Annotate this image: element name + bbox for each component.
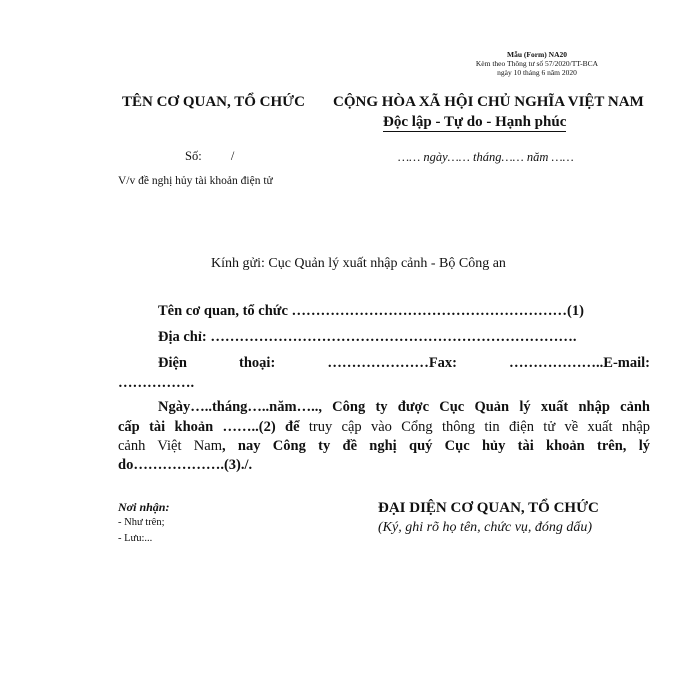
paragraph-line-3 — [118, 438, 650, 455]
addressee: Kính gửi: Cục Quản lý xuất nhập cảnh - Bộ Công an — [211, 256, 506, 271]
date-line: …… ngày…… tháng…… năm …… — [398, 150, 574, 164]
number-slash: / — [230, 149, 235, 163]
field-phone-row — [158, 355, 650, 372]
document-number — [185, 149, 234, 164]
motto — [383, 114, 566, 131]
recipient-item-2: - Lưu:... — [118, 533, 153, 544]
phone-fax-dots: …………………Fax: — [327, 355, 457, 371]
paragraph-line-4: do……………….(3)./. — [118, 457, 253, 473]
signature-note: (Ký, ghi rõ họ tên, chức vụ, đóng dấu) — [378, 520, 593, 535]
country-name: CỘNG HÒA XÃ HỘI CHỦ NGHĨA VIỆT NAM — [333, 94, 644, 110]
paragraph-line-2 — [118, 419, 650, 436]
fax-email-dots: ………………..E-mail: — [509, 355, 650, 371]
form-note — [462, 50, 612, 77]
phone-label-2: thoại: — [239, 355, 276, 371]
motto-text: Độc lập - Tự do - Hạnh phúc — [383, 114, 567, 130]
paragraph-line-3-normal: cảnh Việt Nam — [118, 438, 222, 454]
form-circular: Kèm theo Thông tư số 57/2020/TT-BCA — [475, 59, 599, 68]
phone-label: Điện — [158, 355, 187, 371]
subject-line: V/v đề nghị hủy tài khoản điện tử — [118, 175, 273, 187]
field-address: Địa chỉ: …………………………………………………………………. — [158, 329, 577, 345]
form-code: Mẫu (Form) NA20 — [507, 50, 567, 59]
email-dots: ……………. — [118, 375, 195, 391]
org-placeholder: TÊN CƠ QUAN, TỔ CHỨC — [122, 94, 305, 110]
form-date: ngày 10 tháng 6 năm 2020 — [497, 68, 577, 77]
number-label: Số: — [185, 149, 202, 163]
signature-title: ĐẠI DIỆN CƠ QUAN, TỔ CHỨC — [378, 500, 599, 516]
field-org-name: Tên cơ quan, tổ chức …………………………………………………(1) — [158, 303, 584, 319]
paragraph-line-2-bold: cấp tài khoản ……..(2) để — [118, 419, 300, 435]
recipients-title: Nơi nhận: — [118, 500, 170, 514]
paragraph-line-3-bold: , nay Công ty đề nghị quý Cục hủy tài khoản trên, lý — [222, 438, 650, 454]
paragraph-line-1: Ngày…..tháng…..năm….., Công ty được Cục Quản lý xuất nhập cảnh — [158, 399, 650, 415]
recipient-item-1: - Như trên; — [118, 517, 165, 528]
paragraph-line-2-normal: truy cập vào Cổng thông tin điện tử về xuất nhập — [299, 419, 650, 435]
